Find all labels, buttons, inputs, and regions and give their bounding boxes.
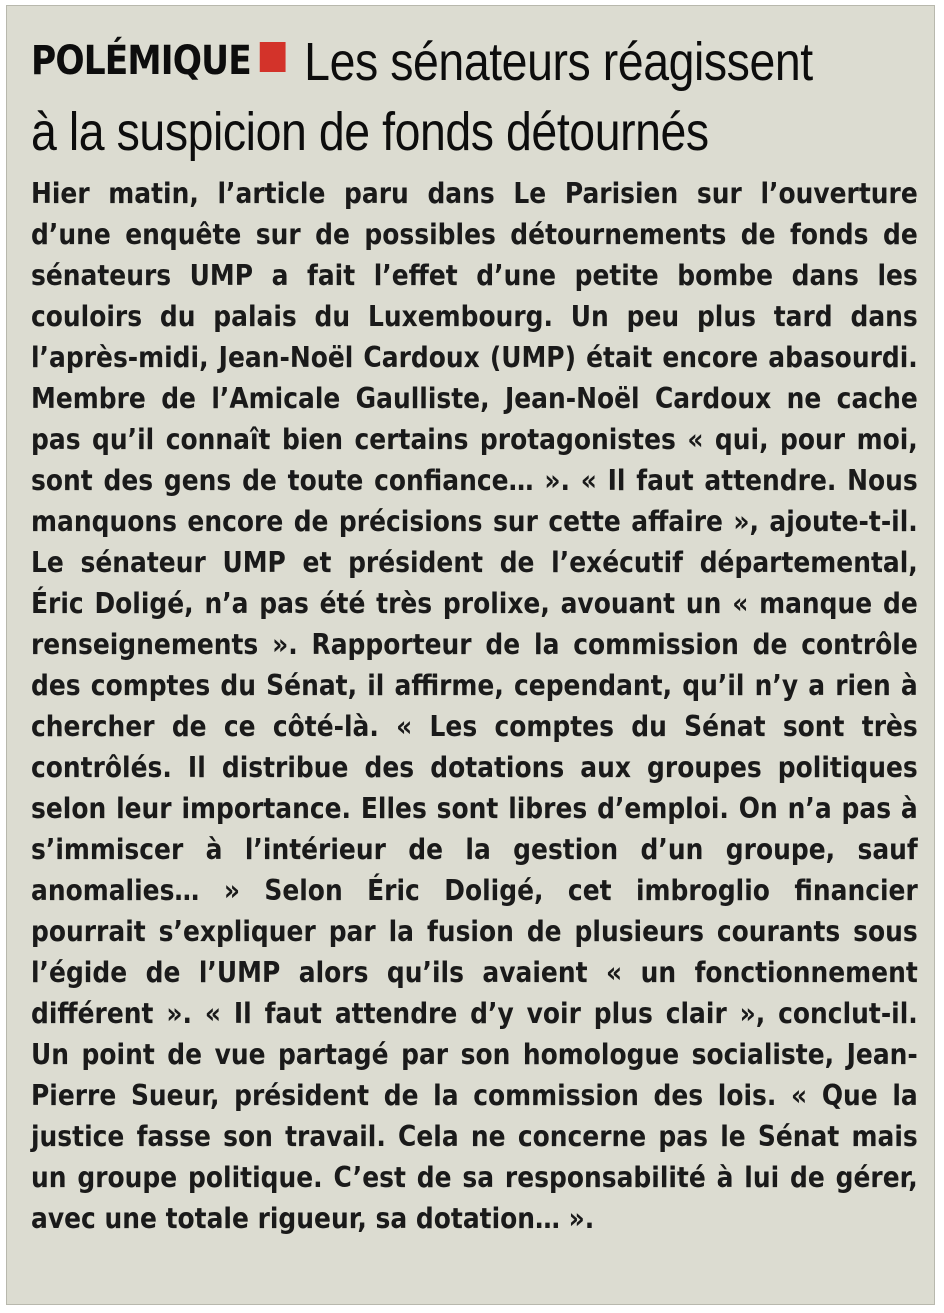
article-box — [6, 5, 935, 1305]
title-line-2: à la suspicion de fonds détournés — [31, 102, 709, 162]
headline — [31, 26, 925, 167]
red-square-icon — [259, 42, 285, 72]
kicker-label: POLÉMIQUE — [31, 38, 251, 84]
title-line-1: Les sénateurs réagissent — [304, 32, 813, 92]
article-body: Hier matin, l’article paru dans Le Parisien sur l’ouverture d’une enquête sur de possibles détournements de fonds de sénateurs UMP a fait l’effet d’une petite bombe dans les couloirs du palais du Luxembourg. Un peu plus tard dans l’après-midi, Jean-Noël Cardoux (UMP) était encore abasourdi. Membre de l’Amicale Gaulliste, Jean-Noël Cardoux ne cache pas qu’il connaît bien certains protagonistes « qui, pour moi, sont des gens de toute confiance… ». « Il faut attendre. Nous manquons encore de précisions sur cette affaire », ajoute-t-il. Le sénateur UMP et président de l’exécutif départemental, Éric Doligé, n’a pas été très prolixe, avouant un « manque de renseignements ». Rapporteur de la commission de contrôle des comptes du Sénat, il affirme, cependant, qu’il n’y a rien à chercher de ce côté-là. « Les comptes du Sénat sont très contrôlés. Il distribue des dotations aux groupes politiques selon leur importance. Elles sont libres d’emploi. On n’a pas à s’immiscer à l’intérieur de la gestion d’un groupe, sauf anomalies… » Selon Éric Doligé, cet imbroglio financier pourrait s’expliquer par la fusion de plusieurs courants sous l’égide de l’UMP alors qu’ils avaient « un fonctionnement différent ». « Il faut attendre d’y voir plus clair », conclut-il. Un point de vue partagé par son homologue socialiste, Jean-Pierre Sueur, président de la commission des lois. « Que la justice fasse son travail. Cela ne concerne pas le Sénat mais un groupe politique. C’est de sa responsabilité à lui de gérer, avec une totale rigueur, sa dotation… ». — [31, 177, 918, 1235]
